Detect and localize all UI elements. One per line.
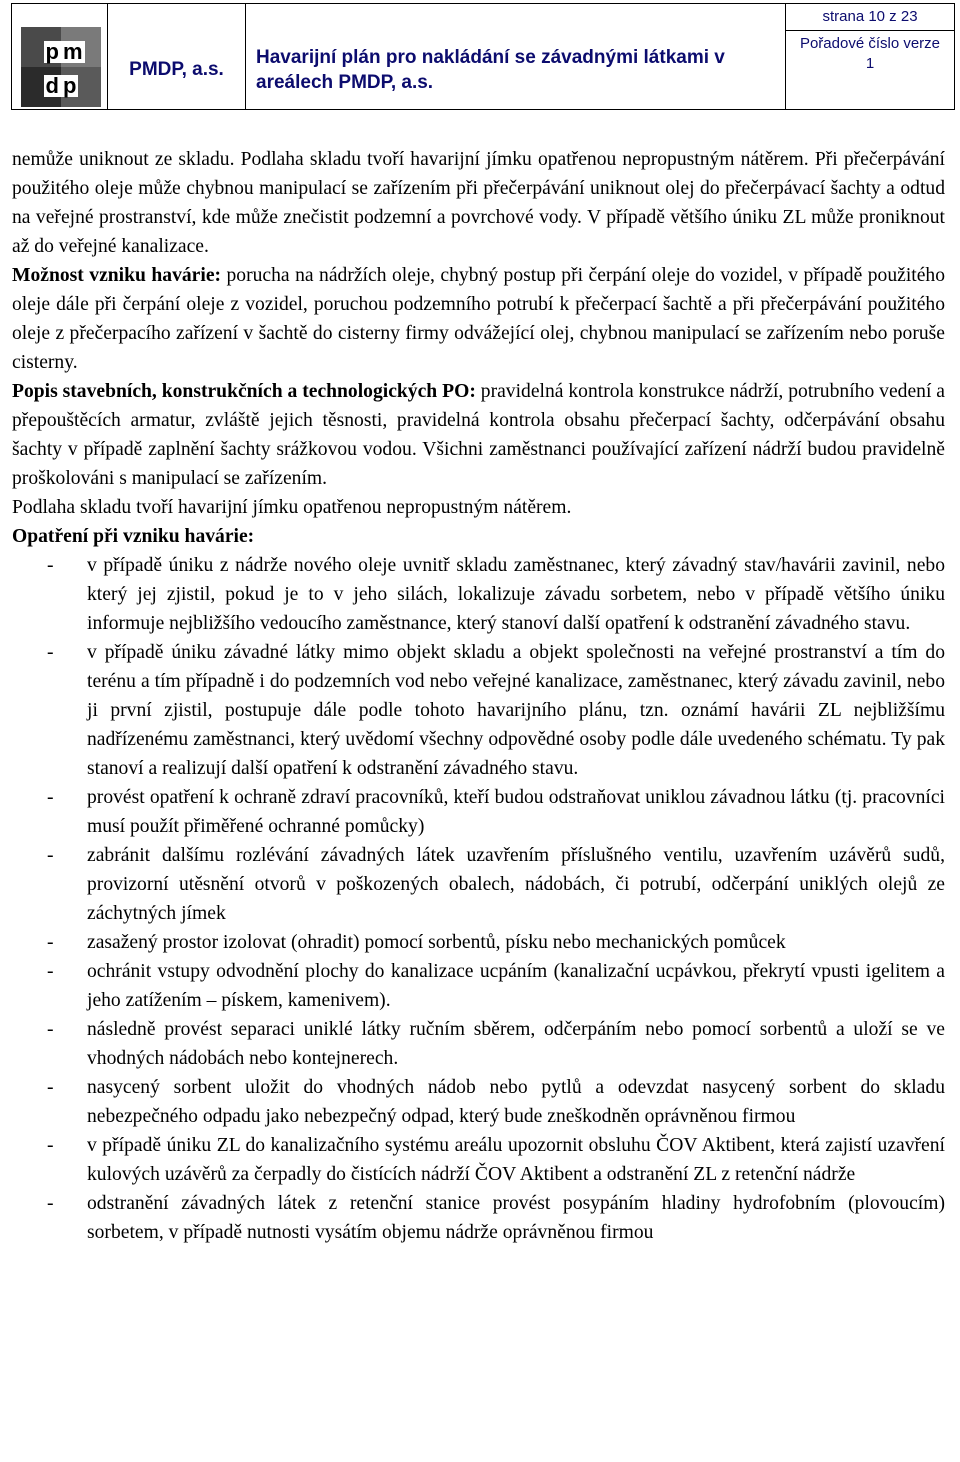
description-label: Popis stavebních, konstrukčních a technologických PO: xyxy=(12,381,476,402)
logo-letter: m xyxy=(63,39,83,64)
company-cell xyxy=(108,4,246,109)
list-item: - v případě úniku z nádrže nového oleje uvnitř skladu zaměstnanec, který závadný stav/havárii zavinil, nebo který jej zjistil, pokud je to v jeho silách, lokalizuje závadu sorbetem, nebo v případě většího úniku informuje nejbližšího vedoucího zaměstnance, který stanoví další opatření k odstranění závadného stavu. xyxy=(12,551,945,638)
list-dash: - xyxy=(47,1077,54,1098)
version-label: Pořadové číslo verze xyxy=(799,35,941,52)
list-item: - v případě úniku závadné látky mimo objekt skladu a objekt společnosti na veřejné prostranství a tím do terénu a tím případně i do podzemních vod nebo veřejné kanalizace, zaměstnanec, který závadu zavinil, nebo ji první zjistil, postupuje dále podle tohoto havarijního plánu, tzn. oznámí havárii ZL nejbližšímu nadřízenému zaměstnanci, který uvědomí všechny odpovědné osoby podle dále uvedeného schématu. Ty pak stanoví a realizují další opatření k odstranění závadného stavu. xyxy=(12,638,945,783)
logo-letter: p xyxy=(45,39,59,64)
intro-paragraph: nemůže uniknout ze skladu. Podlaha skladu tvoří havarijní jímku opatřenou nepropustným nátěrem. Při přečerpávání použitého oleje může chybnou manipulací se zařízením při přečerpávání uniknout olej do přečerpávací šachty a odtud na veřejné prostranství, kde může znečistit podzemní a povrchové vody. V případě většího úniku ZL může proniknout až do veřejné kanalizace. xyxy=(12,149,945,257)
list-dash: - xyxy=(47,787,54,808)
page-number: strana 10 z 23 xyxy=(786,4,954,31)
list-item: - nasycený sorbent uložit do vhodných nádob nebo pytlů a odevzdat nasycený sorbent do skladu nebezpečného odpadu jako nebezpečný odpad, který bude zneškodněn oprávněnou firmou xyxy=(12,1073,945,1131)
list-item: - následně provést separaci uniklé látky ručním sběrem, odčerpáním nebo pomocí sorbentů a uloží se ve vhodných nádobách nebo kontejnerech. xyxy=(12,1015,945,1073)
list-dash: - xyxy=(47,1019,54,1040)
list-item: - zasažený prostor izolovat (ohradit) pomocí sorbentů, písku nebo mechanických pomůcek xyxy=(12,928,945,957)
document-title: Havarijní plán pro nakládání se závadnými látkami v areálech PMDP, a.s. xyxy=(256,46,725,93)
list-dash: - xyxy=(47,555,54,576)
possibility-text: porucha na nádržích oleje, chybný postup při čerpání oleje do vozidel, v případě použitého oleje dále při čerpání oleje z vozidel, poruchou podzemního potrubí k přečerpací šachtě a při přečerpávání použitého oleje z přečerpacího zařízení v šachtě do cisterny firmy odvážející olej, chybnou manipulací se zařízením nebo poruše cisterny. xyxy=(12,265,946,373)
company-logo xyxy=(21,27,101,107)
list-item: - ochránit vstupy odvodnění plochy do kanalizace ucpáním (kanalizační ucpávkou, překrytí vpusti igelitem a jeho zatížením – pískem, kamenivem). xyxy=(12,957,945,1015)
list-item: - odstranění závadných látek z retenční stanice provést posypáním hladiny hydrofobním (plovoucím) sorbetem, v případě nutnosti vysátím objemu nádrže oprávněnou firmou xyxy=(12,1189,945,1247)
title-cell xyxy=(246,4,786,109)
description-paragraph xyxy=(12,377,945,493)
possibility-label: Možnost vzniku havárie: xyxy=(12,265,222,286)
possibility-paragraph xyxy=(12,261,945,377)
measures-heading: Opatření při vzniku havárie: xyxy=(12,526,255,547)
description-text: pravidelná kontrola konstrukce nádrží, potrubního vedení a přepouštěcích armatur, zvláště jejich těsnosti, pravidelná kontrola obsahu přečerpací šachty, odčerpávání obsahu šachty v případě zaplnění šachty srážkovou vodou. Všichni zaměstnanci používající zařízení nádrží budou pravidelně proškolováni s manipulací se zařízením. xyxy=(12,381,945,489)
list-dash: - xyxy=(47,961,54,982)
list-dash: - xyxy=(47,932,54,953)
floor-note: Podlaha skladu tvoří havarijní jímku opatřenou nepropustným nátěrem. xyxy=(12,497,572,518)
version-box xyxy=(786,31,954,109)
list-item: - v případě úniku ZL do kanalizačního systému areálu upozornit obsluhu ČOV Aktibent, která zajistí uzavření kulových uzávěrů za čerpadly do čistících nádrží ČOV Aktibent a odstranění ZL z retenční nádrže xyxy=(12,1131,945,1189)
document-header xyxy=(11,3,955,110)
list-dash: - xyxy=(47,642,54,663)
meta-cell xyxy=(786,4,954,109)
logo-letter: p xyxy=(63,73,77,98)
document-body xyxy=(12,145,945,1247)
list-dash: - xyxy=(47,1193,54,1214)
list-item: - zabránit dalšímu rozlévání závadných látek uzavřením příslušného ventilu, uzavřením uzávěrů sudů, provizorní utěsnění otvorů v poškozených obalech, nádobách, či potrubí, odčerpání uniklých olejů ze záchytných jímek xyxy=(12,841,945,928)
list-dash: - xyxy=(47,1135,54,1156)
company-name: PMDP, a.s. xyxy=(129,58,224,80)
logo-cell xyxy=(12,4,108,109)
version-number: 1 xyxy=(865,55,875,72)
measures-list xyxy=(12,551,945,1247)
logo-letter: d xyxy=(45,73,59,98)
list-item: - provést opatření k ochraně zdraví pracovníků, kteří budou odstraňovat uniklou závadnou látku (tj. pracovníci musí použít přiměřené ochranné pomůcky) xyxy=(12,783,945,841)
list-dash: - xyxy=(47,845,54,866)
